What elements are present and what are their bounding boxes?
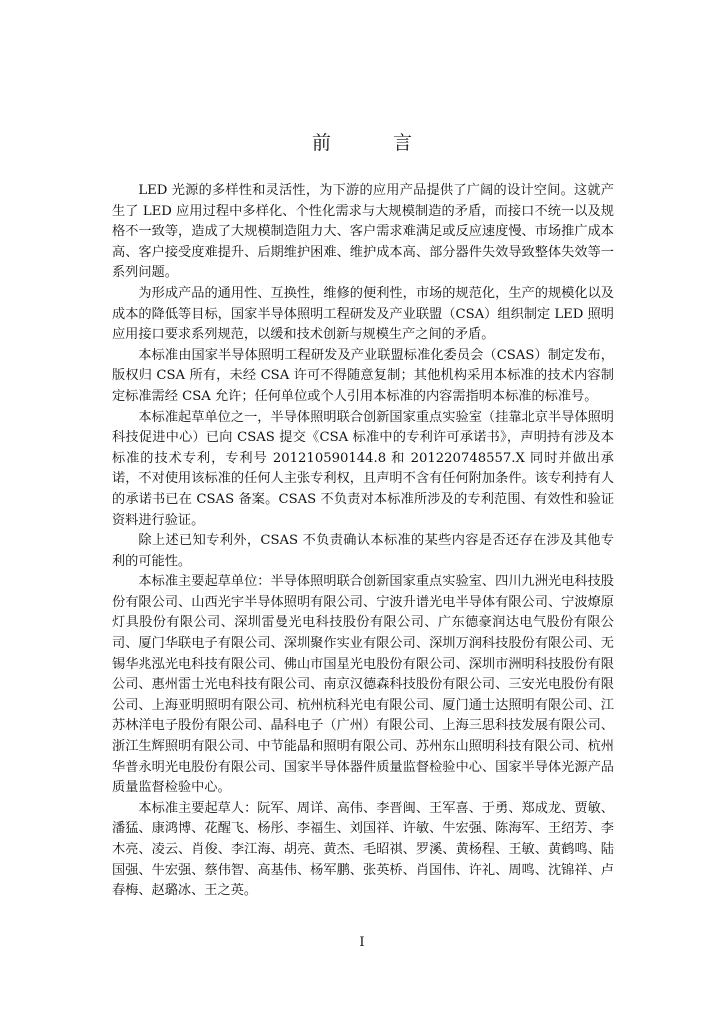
paragraph-patent: 本标准起草单位之一，半导体照明联合创新国家重点实验室（挂靠北京半导体照明科技促进中心）已向 CSAS 提交《CSA 标准中的专利许可承诺书》，声明持有涉及本标准的技术专利，专利号 201210590144.8 和 201220748557.X 同时并做出承诺，不对使用该标准的任何人主张专利权，且声明不含有任何附加条件。该专利持有人的承诺书已在 CSAS 备案。CSAS 不负责对本标准所涉及的专利范围、有效性和验证资料进行验证。 (112, 409, 614, 528)
paragraph-patent-disclaimer: 除上述已知专利外，CSAS 不负责确认本标准的某些内容是否还存在涉及其他专利的可能性。 (112, 533, 614, 569)
paragraph-drafters: 本标准主要起草人：阮军、周详、高伟、李晋闽、王军喜、于勇、郑成龙、贾敏、潘猛、康鸿博、花醒飞、杨彤、李福生、刘国祥、许敏、牛宏强、陈海军、王绍芳、李木亮、凌云、肖俊、李江海、胡亮、黄杰、毛昭祺、罗溪、黄杨程、王敏、黄鹤鸣、陆国强、牛宏强、蔡伟智、高基伟、杨军鹏、张英桥、肖国伟、许礼、周鸣、沈锦祥、卢春梅、赵璐冰、王之英。 (112, 800, 614, 899)
foreword-body (112, 181, 614, 902)
paragraph-purpose: 为形成产品的通用性、互换性，维修的便利性，市场的规范化，生产的规模化以及成本的降低等目标，国家半导体照明工程研发及产业联盟（CSA）组织制定 LED 照明应用接口要求系列规范，以缓和技术创新与规模生产之间的矛盾。 (112, 285, 614, 343)
page-title: 前 言 (311, 132, 441, 154)
paragraph-copyright: 本标准由国家半导体照明工程研发及产业联盟标准化委员会（CSAS）制定发布，版权归 CSA 所有，未经 CSA 许可不得随意复制；其他机构采用本标准的技术内容制定标准需经 CSA 允许；任何单位或个人引用本标准的内容需指明本标准的标准号。 (112, 347, 614, 404)
page-number: I (359, 935, 365, 950)
paragraph-intro: LED 光源的多样性和灵活性，为下游的应用产品提供了广阔的设计空间。这就产生了 LED 应用过程中多样化、个性化需求与大规模制造的矛盾，而接口不统一以及规格不一致等，造成了大规模制造阻力大、客户需求难满足或反应速度慢、市场推广成本高、客户接受度难提升、后期维护困难、维护成本高、部分器件失效导致整体失效等一系列问题。 (112, 183, 614, 281)
paragraph-drafting-units: 本标准主要起草单位：半导体照明联合创新国家重点实验室、四川九洲光电科技股份有限公司、山西光宇半导体照明有限公司、宁波升谱光电半导体有限公司、宁波燎原灯具股份有限公司、深圳雷曼光电科技股份有限公司、广东德豪润达电气股份有限公司、厦门华联电子有限公司、深圳聚作实业有限公司、深圳万润科技股份有限公司、无锡华兆泓光电科技有限公司、佛山市国星光电股份有限公司、深圳市洲明科技股份有限公司、惠州雷士光电科技有限公司、南京汉德森科技股份有限公司、三安光电股份有限公司、上海亚明照明有限公司、杭州杭科光电有限公司、厦门通士达照明有限公司、江苏林洋电子股份有限公司、晶科电子（广州）有限公司、上海三思科技发展有限公司、浙江生辉照明有限公司、中节能晶和照明有限公司、苏州东山照明科技有限公司、杭州华普永明光电股份有限公司、国家半导体器件质量监督检验中心、国家半导体光源产品质量监督检验中心。 (112, 574, 614, 796)
